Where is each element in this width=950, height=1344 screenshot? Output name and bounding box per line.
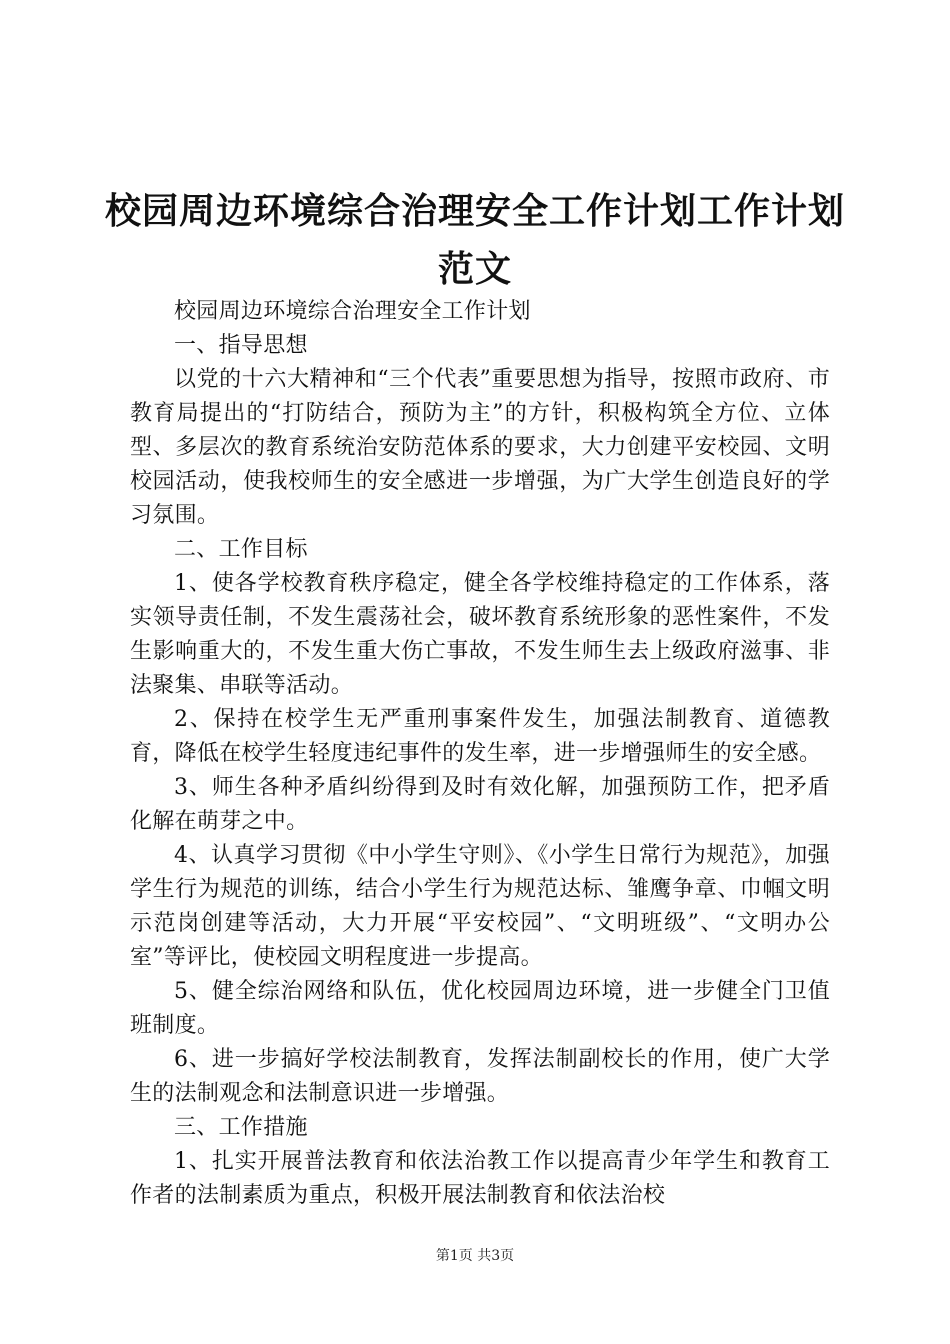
- paragraph: 1、使各学校教育秩序稳定，健全各学校维持稳定的工作体系，落实领导责任制，不发生震荡社会，破坏教育系统形象的恶性案件，不发生影响重大的，不发生重大伤亡事故，不发生师生去上级政府滋事、非法聚集、串联等活动。: [130, 571, 830, 698]
- section-heading-2: 二、工作目标: [174, 537, 308, 562]
- paragraph: 以党的十六大精神和“三个代表”重要思想为指导，按照市政府、市教育局提出的“打防结合，预防为主”的方针，积极构筑全方位、立体型、多层次的教育系统治安防范体系的要求，大力创建平安校园、文明校园活动，使我校师生的安全感进一步增强，为广大学生创造良好的学习氛围。: [130, 367, 830, 528]
- section-heading-1: 一、指导思想: [174, 333, 308, 358]
- paragraph-subtitle: 校园周边环境综合治理安全工作计划: [174, 299, 531, 324]
- section-heading-3: 三、工作措施: [174, 1115, 308, 1140]
- paragraph: 4、认真学习贯彻《中小学生守则》、《小学生日常行为规范》，加强学生行为规范的训练，结合小学生行为规范达标、雏鹰争章、巾帼文明示范岗创建等活动，大力开展“平安校园”、“文明班级”、“文明办公室”等评比，使校园文明程度进一步提高。: [130, 843, 830, 970]
- page-footer: 第1页 共3页: [435, 1248, 515, 1264]
- paragraph: 5、健全综治网络和队伍，优化校园周边环境，进一步健全门卫值班制度。: [130, 979, 830, 1038]
- paragraph: 3、师生各种矛盾纠纷得到及时有效化解，加强预防工作，把矛盾化解在萌芽之中。: [130, 775, 830, 834]
- paragraph: 1、扎实开展普法教育和依法治教工作以提高青少年学生和教育工作者的法制素质为重点，积极开展法制教育和依法治校: [130, 1149, 830, 1208]
- document-title: 校园周边环境综合治理安全工作计划工作计划范文: [104, 190, 845, 290]
- document-body: [130, 295, 830, 1213]
- paragraph: 2、保持在校学生无严重刑事案件发生，加强法制教育、道德教育，降低在校学生轻度违纪事件的发生率，进一步增强师生的安全感。: [130, 707, 830, 766]
- paragraph: 6、进一步搞好学校法制教育，发挥法制副校长的作用，使广大学生的法制观念和法制意识进一步增强。: [130, 1047, 830, 1106]
